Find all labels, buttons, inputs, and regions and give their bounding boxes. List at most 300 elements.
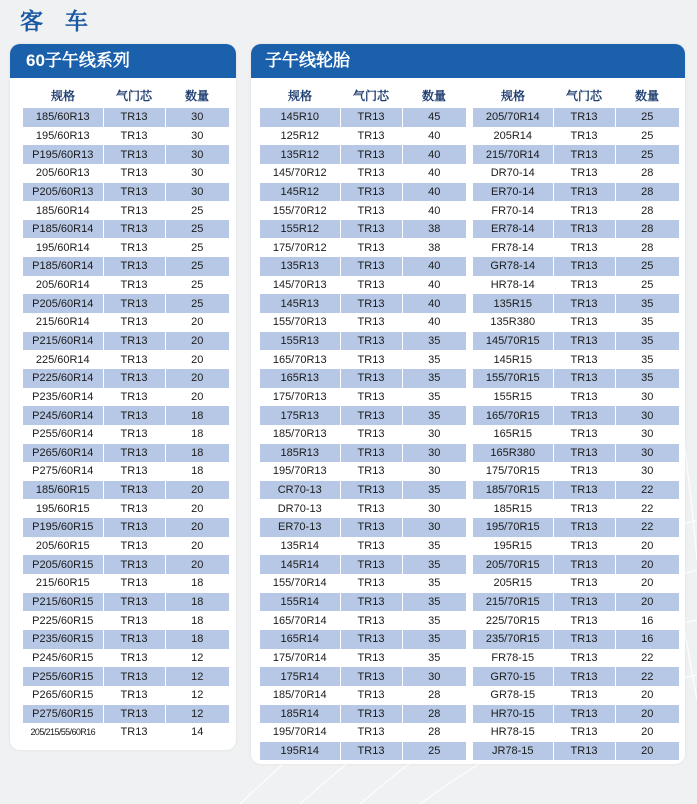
table-row xyxy=(260,369,466,388)
cell-valve: TR13 xyxy=(553,649,615,668)
cell-spec: 205/215/55/60R16 xyxy=(30,727,95,738)
cell-quantity: 20 xyxy=(165,518,229,537)
table-60-series xyxy=(23,82,229,742)
table-row xyxy=(260,350,466,369)
table-row xyxy=(473,183,679,202)
table-row xyxy=(260,593,466,612)
cell-spec: 145R14 xyxy=(260,555,340,574)
table-row xyxy=(473,649,679,668)
cell-spec: 195/60R15 xyxy=(35,502,90,515)
cell-valve: TR13 xyxy=(103,369,165,388)
table-row xyxy=(473,313,679,332)
cell-valve: TR13 xyxy=(103,238,165,257)
cell-valve: TR13 xyxy=(340,425,402,444)
table-row xyxy=(23,686,229,705)
cell-quantity: 30 xyxy=(165,108,229,127)
cell-quantity: 30 xyxy=(165,183,229,202)
table-row xyxy=(473,108,679,127)
cell-quantity: 12 xyxy=(165,667,229,686)
cell-spec: 175/70R15 xyxy=(485,465,540,478)
cell-spec: P235/60R15 xyxy=(23,630,103,649)
cell-spec: 125R12 xyxy=(280,129,320,142)
cell-spec: 185/70R13 xyxy=(272,428,327,441)
cell-spec: P195/60R15 xyxy=(23,518,103,537)
cell-quantity: 35 xyxy=(402,574,466,593)
table-row xyxy=(473,257,679,276)
table-row xyxy=(473,350,679,369)
cell-quantity: 20 xyxy=(615,742,679,761)
cell-quantity: 22 xyxy=(615,518,679,537)
cell-spec: 185R13 xyxy=(260,444,340,463)
table-row xyxy=(260,518,466,537)
cell-quantity: 20 xyxy=(615,555,679,574)
cell-spec: HR70-15 xyxy=(473,705,553,724)
cell-valve: TR13 xyxy=(553,518,615,537)
cell-spec: 225/70R15 xyxy=(485,614,540,627)
cell-spec: P215/60R14 xyxy=(23,332,103,351)
cell-quantity: 28 xyxy=(402,723,466,742)
cell-quantity: 20 xyxy=(165,481,229,500)
cell-quantity: 30 xyxy=(402,518,466,537)
table-row xyxy=(23,369,229,388)
cell-quantity: 25 xyxy=(402,742,466,761)
cell-spec: P255/60R15 xyxy=(23,667,103,686)
table-row xyxy=(23,444,229,463)
cell-quantity: 30 xyxy=(615,462,679,481)
cell-valve: TR13 xyxy=(340,332,402,351)
cell-spec: 195/70R13 xyxy=(272,465,327,478)
cell-quantity: 20 xyxy=(165,555,229,574)
cell-spec: 215/70R15 xyxy=(473,593,553,612)
cell-spec: 205R15 xyxy=(493,577,533,590)
table-row xyxy=(473,388,679,407)
cell-valve: TR13 xyxy=(103,220,165,239)
cell-valve: TR13 xyxy=(340,257,402,276)
cell-spec: 185/60R14 xyxy=(35,204,90,217)
table-row xyxy=(260,462,466,481)
cell-quantity: 38 xyxy=(402,220,466,239)
table-row xyxy=(473,406,679,425)
cell-quantity: 40 xyxy=(402,257,466,276)
cell-valve: TR13 xyxy=(553,183,615,202)
table-row xyxy=(23,611,229,630)
cell-valve: TR13 xyxy=(103,574,165,593)
cell-quantity: 18 xyxy=(165,425,229,444)
table-row xyxy=(260,425,466,444)
table-row xyxy=(260,294,466,313)
cell-valve: TR13 xyxy=(340,164,402,183)
cell-quantity: 45 xyxy=(402,108,466,127)
table-row xyxy=(473,574,679,593)
cell-spec: 195/70R14 xyxy=(272,726,327,739)
table-row xyxy=(260,630,466,649)
cell-valve: TR13 xyxy=(553,481,615,500)
cell-spec: 205/60R13 xyxy=(35,167,90,180)
cell-quantity: 18 xyxy=(165,611,229,630)
table-row xyxy=(473,593,679,612)
table-row xyxy=(473,369,679,388)
cell-spec: 155/70R15 xyxy=(473,369,553,388)
table-row xyxy=(473,723,679,742)
cell-quantity: 18 xyxy=(165,406,229,425)
table-row xyxy=(23,555,229,574)
table-row xyxy=(23,127,229,146)
cell-spec: 205/70R14 xyxy=(473,108,553,127)
cell-valve: TR13 xyxy=(103,630,165,649)
cell-quantity: 18 xyxy=(165,574,229,593)
table-row xyxy=(473,164,679,183)
table-row xyxy=(260,238,466,257)
cell-spec: P195/60R13 xyxy=(23,145,103,164)
table-row xyxy=(260,574,466,593)
cell-valve: TR13 xyxy=(340,630,402,649)
cell-valve: TR13 xyxy=(340,388,402,407)
cell-spec: 175/70R12 xyxy=(272,241,327,254)
cell-spec: P225/60R14 xyxy=(23,369,103,388)
cell-valve: TR13 xyxy=(553,220,615,239)
cell-quantity: 30 xyxy=(402,667,466,686)
cell-spec: 155/70R14 xyxy=(272,577,327,590)
table-row xyxy=(473,294,679,313)
cell-spec: 195/60R14 xyxy=(35,241,90,254)
cell-quantity: 35 xyxy=(615,369,679,388)
cell-spec: P265/60R14 xyxy=(23,444,103,463)
cell-valve: TR13 xyxy=(340,518,402,537)
table-row xyxy=(23,145,229,164)
cell-quantity: 20 xyxy=(165,369,229,388)
cell-quantity: 25 xyxy=(165,238,229,257)
table-row xyxy=(260,127,466,146)
cell-quantity: 35 xyxy=(402,332,466,351)
cell-quantity: 35 xyxy=(402,481,466,500)
cell-spec: 155/70R13 xyxy=(272,316,327,329)
cell-spec: 215/60R14 xyxy=(35,316,90,329)
cell-valve: TR13 xyxy=(103,667,165,686)
header-valve: 气门芯 xyxy=(565,88,602,103)
cell-valve: TR13 xyxy=(340,238,402,257)
cell-quantity: 30 xyxy=(402,462,466,481)
table-row xyxy=(473,425,679,444)
cell-valve: TR13 xyxy=(103,425,165,444)
cell-spec: 145R15 xyxy=(493,353,533,366)
cell-valve: TR13 xyxy=(340,705,402,724)
cell-valve: TR13 xyxy=(553,238,615,257)
cell-valve: TR13 xyxy=(553,462,615,481)
page-title: 客车 xyxy=(20,8,110,34)
table-row xyxy=(473,201,679,220)
cell-spec: P185/60R14 xyxy=(23,257,103,276)
cell-valve: TR13 xyxy=(103,705,165,724)
cell-spec: 135R380 xyxy=(490,316,536,329)
cell-spec: 215/60R15 xyxy=(35,577,90,590)
table-row xyxy=(260,276,466,295)
cell-quantity: 20 xyxy=(615,593,679,612)
cell-quantity: 20 xyxy=(615,686,679,705)
cell-quantity: 30 xyxy=(165,127,229,146)
cell-spec: HR78-14 xyxy=(490,279,535,292)
table-row xyxy=(23,499,229,518)
cell-quantity: 40 xyxy=(402,183,466,202)
cell-spec: 145R12 xyxy=(260,183,340,202)
cell-spec: 205R14 xyxy=(493,129,533,142)
table-row xyxy=(23,313,229,332)
table-row xyxy=(23,238,229,257)
table-row xyxy=(260,649,466,668)
cell-quantity: 30 xyxy=(402,499,466,518)
cell-spec: P235/60R14 xyxy=(32,390,94,403)
cell-quantity: 20 xyxy=(165,313,229,332)
cell-spec: 135R12 xyxy=(260,145,340,164)
cell-valve: TR13 xyxy=(103,723,165,742)
table-row xyxy=(23,350,229,369)
table-row xyxy=(23,276,229,295)
cell-quantity: 25 xyxy=(165,220,229,239)
cell-quantity: 35 xyxy=(402,369,466,388)
cell-spec: 175/70R13 xyxy=(272,390,327,403)
cell-spec: P185/60R14 xyxy=(23,220,103,239)
cell-spec: P205/60R15 xyxy=(23,555,103,574)
cell-spec: 235/70R15 xyxy=(473,630,553,649)
cell-valve: TR13 xyxy=(103,481,165,500)
cell-quantity: 20 xyxy=(615,537,679,556)
cell-valve: TR13 xyxy=(553,108,615,127)
cell-quantity: 25 xyxy=(615,108,679,127)
cell-valve: TR13 xyxy=(103,201,165,220)
header-spec: 规格 xyxy=(500,88,525,103)
cell-valve: TR13 xyxy=(553,667,615,686)
table-row xyxy=(23,294,229,313)
cell-valve: TR13 xyxy=(340,313,402,332)
cell-spec: 155R15 xyxy=(493,390,533,403)
cell-spec: FR78-14 xyxy=(491,241,535,254)
table-row xyxy=(23,723,229,742)
cell-valve: TR13 xyxy=(553,499,615,518)
table-row xyxy=(260,220,466,239)
panel-radial-tires xyxy=(251,44,685,764)
cell-valve: TR13 xyxy=(553,257,615,276)
table-row xyxy=(23,183,229,202)
cell-valve: TR13 xyxy=(340,611,402,630)
cell-quantity: 28 xyxy=(615,238,679,257)
cell-spec: 215/70R14 xyxy=(473,145,553,164)
cell-valve: TR13 xyxy=(340,108,402,127)
cell-quantity: 40 xyxy=(402,201,466,220)
cell-quantity: 12 xyxy=(165,686,229,705)
cell-valve: TR13 xyxy=(340,686,402,705)
cell-valve: TR13 xyxy=(553,537,615,556)
table-row xyxy=(23,537,229,556)
cell-spec: CR70-13 xyxy=(260,481,340,500)
table-header-row xyxy=(260,82,466,108)
cell-spec: 175R14 xyxy=(260,667,340,686)
cell-valve: TR13 xyxy=(340,369,402,388)
cell-quantity: 18 xyxy=(165,630,229,649)
table-row xyxy=(260,145,466,164)
cell-valve: TR13 xyxy=(553,574,615,593)
cell-spec: 135R14 xyxy=(280,540,320,553)
table-row xyxy=(23,201,229,220)
cell-spec: 185/70R15 xyxy=(473,481,553,500)
cell-spec: 145R13 xyxy=(260,294,340,313)
cell-quantity: 20 xyxy=(165,350,229,369)
cell-quantity: 35 xyxy=(402,630,466,649)
cell-valve: TR13 xyxy=(553,723,615,742)
cell-spec: HR78-15 xyxy=(490,726,535,739)
cell-valve: TR13 xyxy=(340,499,402,518)
cell-quantity: 30 xyxy=(615,444,679,463)
cell-valve: TR13 xyxy=(553,369,615,388)
cell-spec: 155/70R12 xyxy=(272,204,327,217)
cell-spec: 155R13 xyxy=(260,332,340,351)
table-row xyxy=(260,257,466,276)
cell-valve: TR13 xyxy=(340,183,402,202)
cell-spec: 155R12 xyxy=(260,220,340,239)
table-row xyxy=(260,499,466,518)
cell-quantity: 25 xyxy=(615,145,679,164)
cell-valve: TR13 xyxy=(340,350,402,369)
table-row xyxy=(473,332,679,351)
cell-spec: P215/60R15 xyxy=(23,593,103,612)
header-quantity: 数量 xyxy=(184,88,209,103)
cell-spec: FR78-15 xyxy=(491,651,535,664)
cell-valve: TR13 xyxy=(103,294,165,313)
table-row xyxy=(260,705,466,724)
table-row xyxy=(260,611,466,630)
cell-quantity: 20 xyxy=(165,537,229,556)
cell-spec: ER70-13 xyxy=(260,518,340,537)
cell-quantity: 35 xyxy=(615,313,679,332)
cell-spec: 145/70R12 xyxy=(272,167,327,180)
table-row xyxy=(23,518,229,537)
table-row xyxy=(260,686,466,705)
cell-quantity: 22 xyxy=(615,499,679,518)
cell-spec: 205/70R15 xyxy=(473,555,553,574)
header-spec: 规格 xyxy=(287,88,312,103)
cell-quantity: 35 xyxy=(402,350,466,369)
table-row xyxy=(260,201,466,220)
cell-valve: TR13 xyxy=(103,276,165,295)
cell-quantity: 35 xyxy=(402,611,466,630)
table-row xyxy=(23,593,229,612)
cell-valve: TR13 xyxy=(103,537,165,556)
cell-quantity: 22 xyxy=(615,649,679,668)
table-row xyxy=(260,332,466,351)
cell-valve: TR13 xyxy=(553,276,615,295)
table-row xyxy=(23,630,229,649)
cell-valve: TR13 xyxy=(103,444,165,463)
cell-spec: P245/60R15 xyxy=(32,651,94,664)
table-row xyxy=(473,705,679,724)
cell-spec: 195/70R15 xyxy=(473,518,553,537)
cell-valve: TR13 xyxy=(340,294,402,313)
cell-spec: P225/60R15 xyxy=(32,614,94,627)
cell-valve: TR13 xyxy=(340,667,402,686)
cell-quantity: 30 xyxy=(165,145,229,164)
cell-valve: TR13 xyxy=(103,350,165,369)
cell-valve: TR13 xyxy=(340,462,402,481)
table-row xyxy=(23,257,229,276)
table-row xyxy=(23,406,229,425)
cell-spec: GR70-15 xyxy=(473,667,553,686)
table-radial-a xyxy=(260,82,466,760)
cell-spec: FR70-14 xyxy=(491,204,535,217)
cell-valve: TR13 xyxy=(553,350,615,369)
table-row xyxy=(23,649,229,668)
cell-valve: TR13 xyxy=(553,611,615,630)
cell-spec: ER70-14 xyxy=(473,183,553,202)
cell-spec: 195/60R13 xyxy=(35,129,90,142)
cell-valve: TR13 xyxy=(553,332,615,351)
cell-quantity: 35 xyxy=(402,406,466,425)
cell-quantity: 30 xyxy=(615,425,679,444)
table-row xyxy=(260,667,466,686)
cell-valve: TR13 xyxy=(553,686,615,705)
cell-spec: 165R15 xyxy=(493,428,533,441)
cell-valve: TR13 xyxy=(553,705,615,724)
cell-spec: 205/60R15 xyxy=(35,540,90,553)
table-row xyxy=(260,555,466,574)
cell-quantity: 30 xyxy=(402,425,466,444)
cell-quantity: 35 xyxy=(402,388,466,407)
cell-valve: TR13 xyxy=(553,164,615,183)
cell-valve: TR13 xyxy=(340,201,402,220)
cell-valve: TR13 xyxy=(340,406,402,425)
cell-quantity: 18 xyxy=(165,444,229,463)
table-row xyxy=(473,537,679,556)
cell-valve: TR13 xyxy=(103,555,165,574)
cell-quantity: 35 xyxy=(402,555,466,574)
header-quantity: 数量 xyxy=(634,88,659,103)
cell-valve: TR13 xyxy=(103,593,165,612)
table-row xyxy=(23,705,229,724)
table-row xyxy=(260,388,466,407)
table-row xyxy=(473,444,679,463)
cell-valve: TR13 xyxy=(553,630,615,649)
cell-spec: ER78-14 xyxy=(473,220,553,239)
cell-spec: 195R14 xyxy=(260,742,340,761)
table-header-row xyxy=(473,82,679,108)
cell-spec: DR70-14 xyxy=(490,167,535,180)
cell-valve: TR13 xyxy=(553,593,615,612)
cell-valve: TR13 xyxy=(553,294,615,313)
panel-radial-tires-title: 子午线轮胎 xyxy=(251,44,685,78)
table-row xyxy=(260,183,466,202)
cell-quantity: 25 xyxy=(615,257,679,276)
table-row xyxy=(260,406,466,425)
cell-quantity: 35 xyxy=(615,350,679,369)
panel-60-series xyxy=(10,44,236,750)
table-row xyxy=(23,462,229,481)
cell-spec: P275/60R14 xyxy=(32,465,94,478)
cell-valve: TR13 xyxy=(340,481,402,500)
cell-valve: TR13 xyxy=(340,537,402,556)
table-row xyxy=(473,481,679,500)
cell-spec: 145/70R13 xyxy=(272,279,327,292)
table-row xyxy=(260,481,466,500)
cell-spec: GR78-15 xyxy=(490,689,536,702)
cell-valve: TR13 xyxy=(553,444,615,463)
cell-quantity: 12 xyxy=(165,705,229,724)
cell-quantity: 25 xyxy=(165,276,229,295)
table-row xyxy=(260,723,466,742)
table-row xyxy=(23,667,229,686)
table-row xyxy=(23,574,229,593)
cell-spec: JR78-15 xyxy=(473,742,553,761)
cell-valve: TR13 xyxy=(340,127,402,146)
cell-quantity: 28 xyxy=(615,164,679,183)
table-row xyxy=(260,164,466,183)
cell-spec: 175/70R14 xyxy=(272,651,327,664)
